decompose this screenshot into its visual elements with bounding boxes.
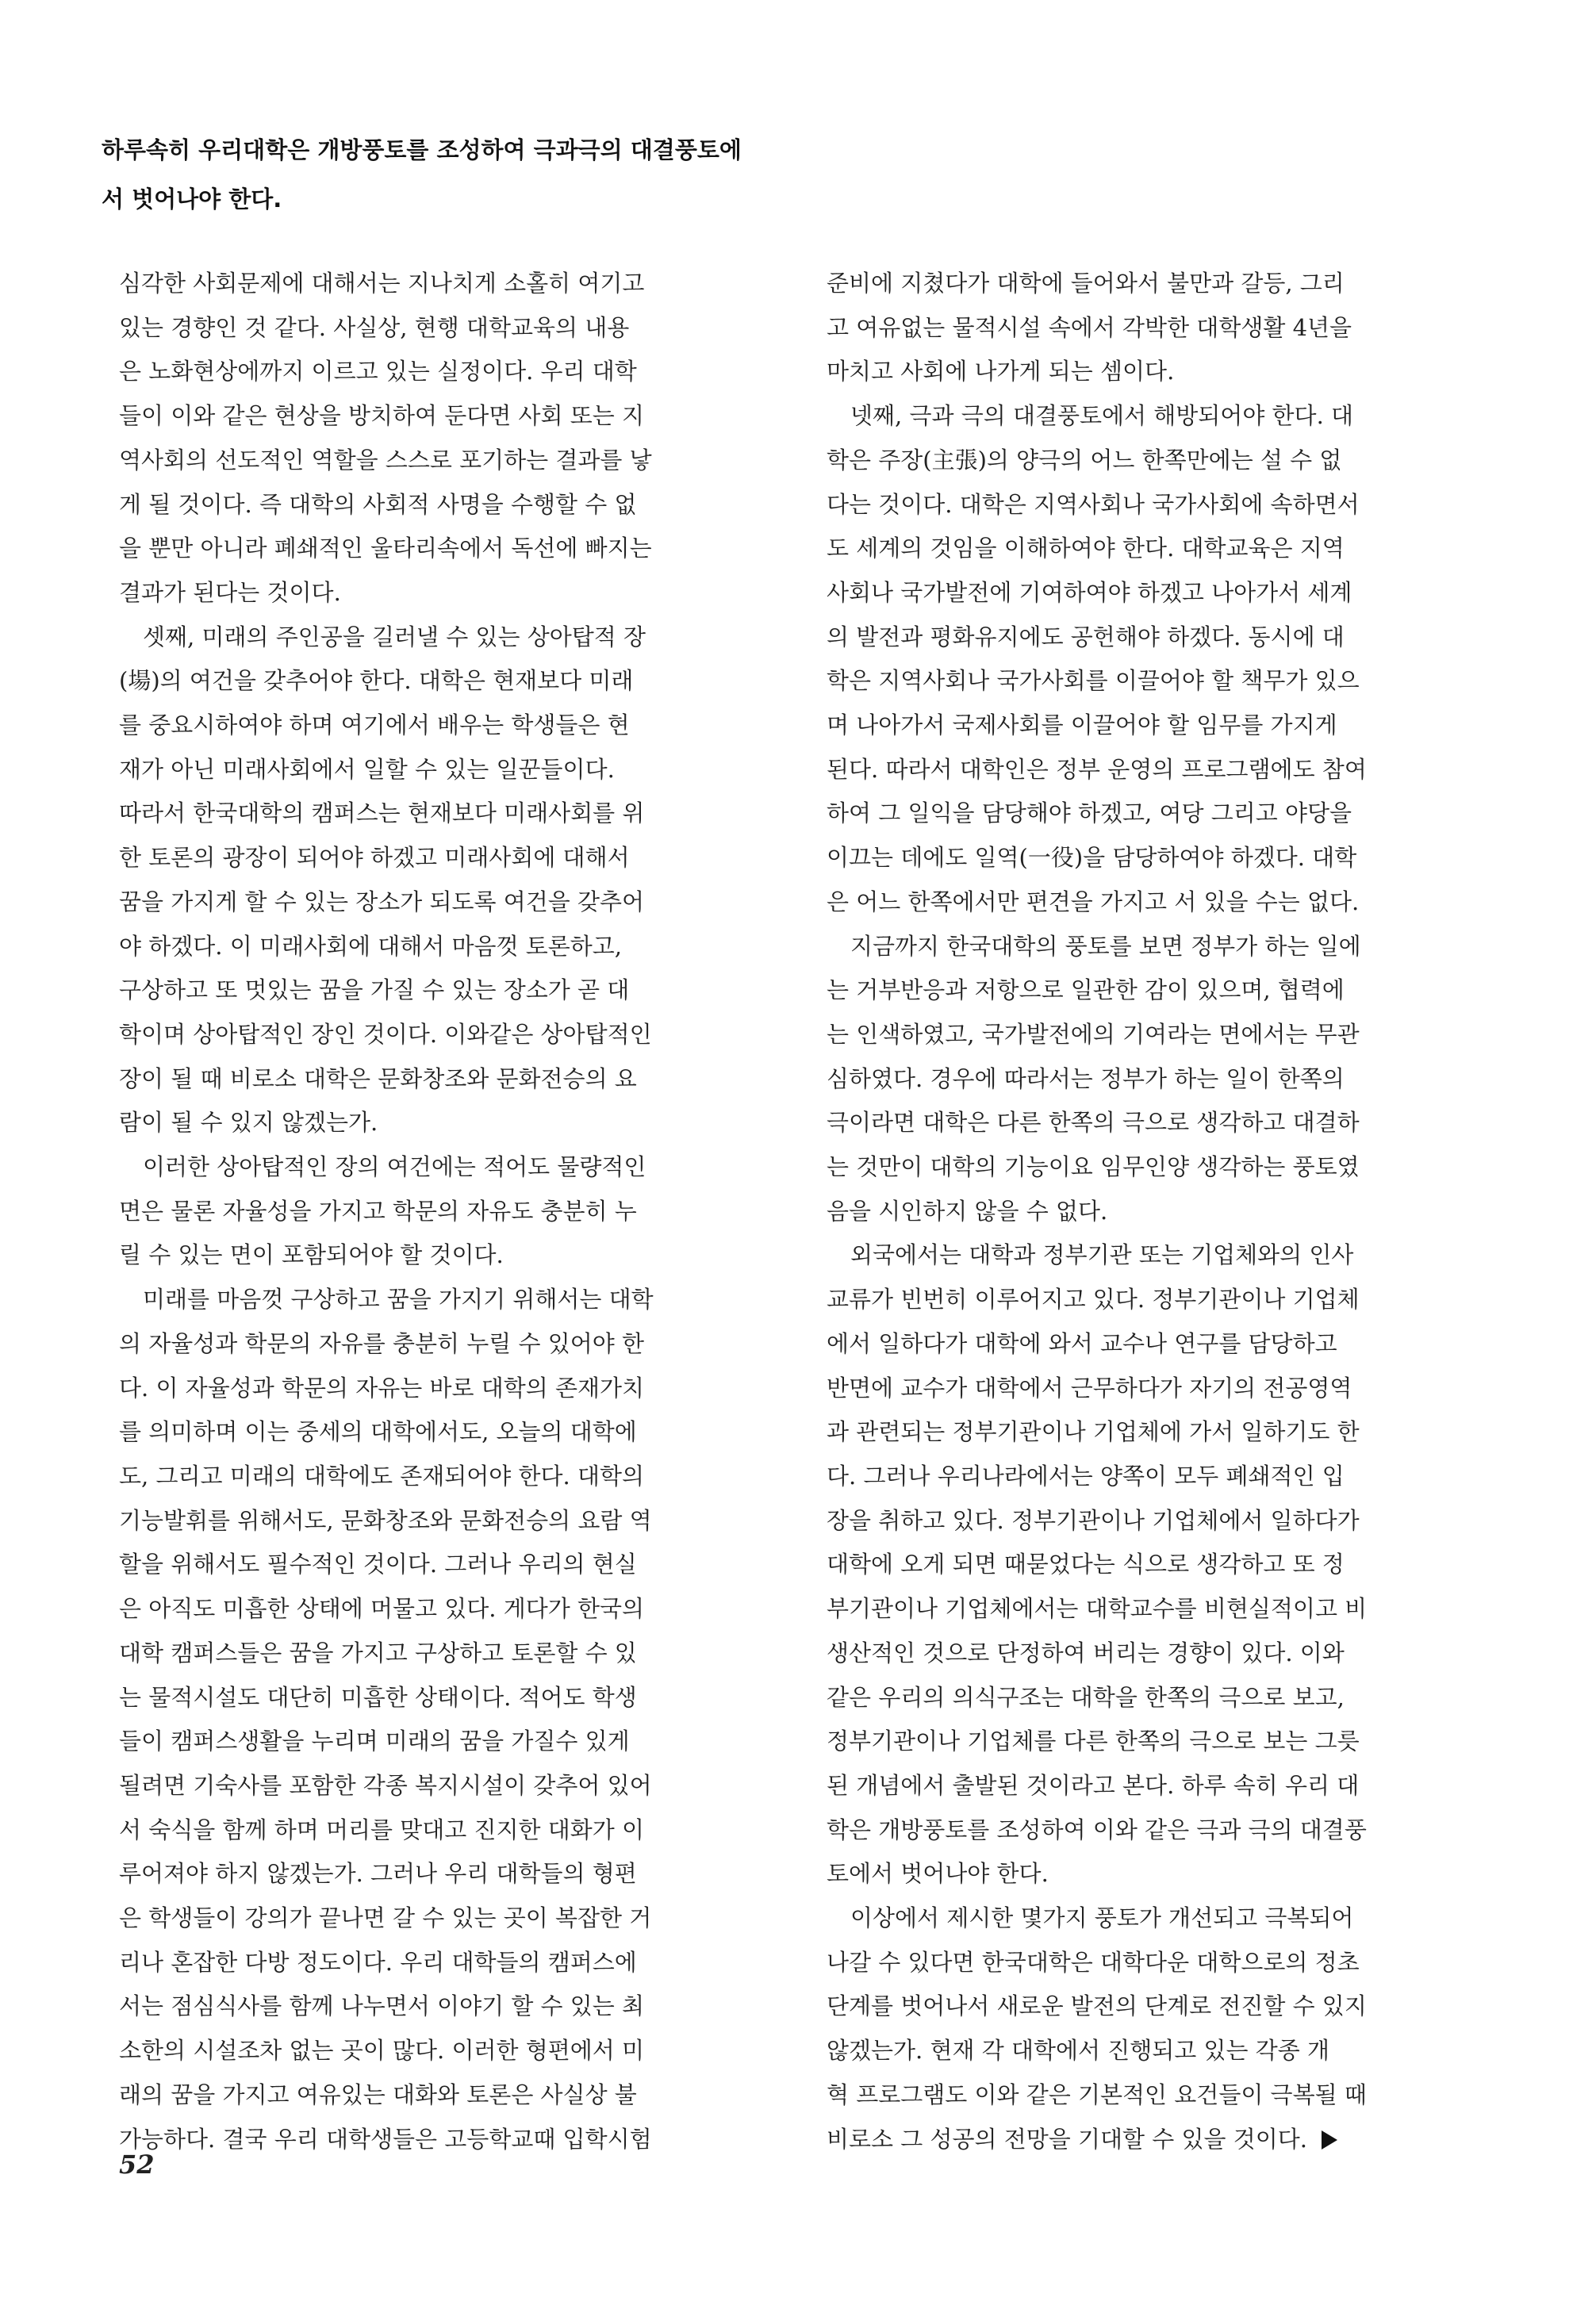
- text-line-content: 역사회의 선도적인 역할을 스스로 포기하는 결과를 낳: [119, 446, 652, 474]
- text-line: [827, 2029, 1490, 2073]
- text-line-content: 미래를 마음껏 구상하고 꿈을 가지기 위해서는 대학: [143, 1286, 654, 1313]
- text-line-content: 도 세계의 것임을 이해하여야 한다. 대학교육은 지역: [827, 535, 1345, 562]
- text-line: [119, 2029, 800, 2073]
- text-line-content: 않겠는가. 현재 각 대학에서 진행되고 있는 각종 개: [827, 2037, 1330, 2065]
- text-line: [119, 2073, 800, 2118]
- text-line-content: 가능하다. 결국 우리 대학생들은 고등학교때 입학시험: [119, 2125, 652, 2153]
- text-line: [827, 968, 1490, 1013]
- triangle-right-icon: [1322, 2130, 1337, 2150]
- text-line: [119, 1278, 800, 1322]
- text-line-content: 넷째, 극과 극의 대결풍토에서 해방되어야 한다. 대: [850, 402, 1354, 430]
- text-line-content: 이러한 상아탑적인 장의 여건에는 적어도 물량적인: [143, 1153, 646, 1181]
- text-line: [827, 1367, 1490, 1411]
- text-line: [827, 1632, 1490, 1676]
- text-line: [827, 1941, 1490, 1985]
- text-line: [119, 1985, 800, 2029]
- text-line-content: 학이며 상아탑적인 장인 것이다. 이와같은 상아탑적인: [119, 1020, 652, 1048]
- text-line-content: 정부기관이나 기업체를 다른 한쪽의 극으로 보는 그릇: [827, 1728, 1360, 1755]
- text-line-content: 외국에서는 대학과 정부기관 또는 기업체와의 인사: [850, 1241, 1354, 1269]
- text-line-content: 는 거부반응과 저항으로 일관한 감이 있으며, 협력에: [827, 976, 1345, 1004]
- text-line: [119, 1587, 800, 1632]
- text-line: [827, 262, 1490, 306]
- text-line: [119, 1632, 800, 1676]
- text-line-content: 극이라면 대학은 다른 한쪽의 극으로 생각하고 대결하: [827, 1109, 1360, 1137]
- text-line-content: 나갈 수 있다면 한국대학은 대학다운 대학으로의 정초: [827, 1948, 1360, 1976]
- text-line: [119, 1101, 800, 1145]
- text-line: [119, 1941, 800, 1985]
- text-line: [827, 1190, 1490, 1234]
- text-line: [827, 1455, 1490, 1499]
- text-line: [827, 925, 1490, 969]
- text-line-content: 될려면 기숙사를 포함한 각종 복지시설이 갖추어 있어: [119, 1771, 652, 1799]
- text-line: [119, 394, 800, 439]
- text-line-content: 구상하고 또 멋있는 꿈을 가질 수 있는 장소가 곧 대: [119, 976, 630, 1004]
- text-line-content: 과 관련되는 정부기관이나 기업체에 가서 일하기도 한: [827, 1418, 1360, 1446]
- text-line-content: 은 아직도 미흡한 상태에 머물고 있다. 게다가 한국의: [119, 1595, 645, 1623]
- text-line: [119, 792, 800, 836]
- text-line: [827, 1101, 1490, 1145]
- text-line-content: 혁 프로그램도 이와 같은 기본적인 요건들이 극복될 때: [827, 2080, 1367, 2108]
- text-line: [827, 350, 1490, 394]
- text-line-content: 게 될 것이다. 즉 대학의 사회적 사명을 수행할 수 없: [119, 490, 637, 518]
- text-line-content: 비로소 그 성공의 전망을 기대할 수 있을 것이다.: [827, 2125, 1308, 2153]
- text-line-content: 다는 것이다. 대학은 지역사회나 국가사회에 속하면서: [827, 490, 1360, 518]
- text-line-content: 는 물적시설도 대단히 미흡한 상태이다. 적어도 학생: [119, 1683, 637, 1711]
- text-line: [119, 1808, 800, 1853]
- text-line: [119, 1233, 800, 1278]
- text-line-content: 도, 그리고 미래의 대학에도 존재되어야 한다. 대학의: [119, 1462, 645, 1490]
- text-line-content: 이상에서 제시한 몇가지 풍토가 개선되고 극복되어: [850, 1904, 1354, 1932]
- text-line-content: 를 중요시하여야 하며 여기에서 배우는 학생들은 현: [119, 711, 630, 739]
- text-line: [827, 2118, 1490, 2162]
- text-line: [119, 659, 800, 704]
- text-line-content: 부기관이나 기업체에서는 대학교수를 비현실적이고 비: [827, 1595, 1368, 1623]
- text-line: [119, 1499, 800, 1544]
- text-line: [119, 1720, 800, 1764]
- text-line-content: 릴 수 있는 면이 포함되어야 할 것이다.: [119, 1241, 504, 1269]
- text-line: [827, 880, 1490, 925]
- text-line: [119, 1410, 800, 1455]
- text-line: [119, 1145, 800, 1190]
- text-line-content: 고 여유없는 물적시설 속에서 각박한 대학생활 4년을: [827, 313, 1352, 341]
- text-line: [119, 262, 800, 306]
- text-line-content: 를 의미하며 이는 중세의 대학에서도, 오늘의 대학에: [119, 1418, 637, 1446]
- text-line-content: 람이 될 수 있지 않겠는가.: [119, 1109, 378, 1137]
- text-line-content: 음을 시인하지 않을 수 없다.: [827, 1197, 1108, 1225]
- text-line-content: 된다. 따라서 대학인은 정부 운영의 프로그램에도 참여: [827, 755, 1367, 783]
- text-line-content: 한 토론의 광장이 되어야 하겠고 미래사회에 대해서: [119, 844, 630, 872]
- text-line-content: 대학에 오게 되면 때묻었다는 식으로 생각하고 또 정: [827, 1551, 1345, 1578]
- text-line: [827, 1896, 1490, 1941]
- text-line-content: 들이 이와 같은 현상을 방치하여 둔다면 사회 또는 지: [119, 402, 645, 430]
- text-line: [119, 439, 800, 483]
- text-line: [119, 968, 800, 1013]
- text-line: [827, 1676, 1490, 1720]
- text-line: [119, 1764, 800, 1808]
- text-line-content: 이끄는 데에도 일역(一役)을 담당하여야 하겠다. 대학: [827, 844, 1357, 872]
- text-line: [119, 527, 800, 571]
- text-line-content: 서는 점심식사를 함께 나누면서 이야기 할 수 있는 최: [119, 1992, 645, 2020]
- text-line: [119, 1322, 800, 1367]
- text-line-content: 다. 이 자율성과 학문의 자유는 바로 대학의 존재가치: [119, 1374, 645, 1402]
- text-line-content: 토에서 벗어나야 한다.: [827, 1860, 1049, 1888]
- text-line: [827, 527, 1490, 571]
- text-line-content: 야 하겠다. 이 미래사회에 대해서 마음껏 토론하고,: [119, 932, 623, 960]
- text-line: [119, 836, 800, 880]
- text-line-content: 는 것만이 대학의 기능이요 임무인양 생각하는 풍토였: [827, 1153, 1360, 1181]
- text-line-content: 루어져야 하지 않겠는가. 그러나 우리 대학들의 형편: [119, 1860, 637, 1888]
- text-line: [119, 616, 800, 660]
- text-line-content: 는 인색하였고, 국가발전에의 기여라는 면에서는 무관: [827, 1020, 1360, 1048]
- text-line: [119, 880, 800, 925]
- text-line: [119, 748, 800, 792]
- text-line-content: 같은 우리의 의식구조는 대학을 한쪽의 극으로 보고,: [827, 1683, 1345, 1711]
- text-line: [119, 1676, 800, 1720]
- page-number: 52: [119, 2150, 155, 2180]
- text-line: [827, 2073, 1490, 2118]
- text-line-content: 서 벗어나야 한다.: [102, 186, 282, 213]
- text-line: [827, 1410, 1490, 1455]
- text-line: [119, 571, 800, 616]
- text-line-content: 장을 취하고 있다. 정부기관이나 기업체에서 일하다가: [827, 1506, 1360, 1534]
- text-line-content: 다. 그러나 우리나라에서는 양쪽이 모두 폐쇄적인 입: [827, 1462, 1345, 1490]
- text-line-content: 셋째, 미래의 주인공을 길러낼 수 있는 상아탑적 장: [143, 623, 646, 650]
- text-line-content: 학은 지역사회나 국가사회를 이끌어야 할 책무가 있으: [827, 667, 1360, 695]
- text-line: [102, 125, 974, 174]
- text-line-content: 결과가 된다는 것이다.: [119, 578, 341, 606]
- text-line: [827, 1013, 1490, 1057]
- text-line: [827, 1233, 1490, 1278]
- text-line: [827, 1057, 1490, 1102]
- text-line: [827, 1543, 1490, 1587]
- text-line-content: 학은 개방풍토를 조성하여 이와 같은 극과 극의 대결풍: [827, 1816, 1367, 1843]
- text-line: [827, 792, 1490, 836]
- text-line-content: 교류가 빈번히 이루어지고 있다. 정부기관이나 기업체: [827, 1286, 1360, 1313]
- left-column: [119, 262, 800, 2161]
- text-line: [119, 1896, 800, 1941]
- text-line: [119, 1013, 800, 1057]
- text-line: [827, 439, 1490, 483]
- text-line: [827, 394, 1490, 439]
- article-headline: [102, 125, 974, 224]
- text-line-content: 심각한 사회문제에 대해서는 지나치게 소홀히 여기고: [119, 270, 645, 297]
- text-line-content: 면은 물론 자율성을 가지고 학문의 자유도 충분히 누: [119, 1197, 637, 1225]
- text-line-content: 의 발전과 평화유지에도 공헌해야 하겠다. 동시에 대: [827, 623, 1345, 650]
- text-line: [827, 616, 1490, 660]
- text-line: [827, 836, 1490, 880]
- text-line-content: 의 자율성과 학문의 자유를 충분히 누릴 수 있어야 한: [119, 1329, 645, 1357]
- text-line: [827, 571, 1490, 616]
- text-line-content: 장이 될 때 비로소 대학은 문화창조와 문화전승의 요: [119, 1064, 637, 1092]
- text-line: [827, 1985, 1490, 2029]
- text-line-content: 꿈을 가지게 할 수 있는 장소가 되도록 여건을 갖추어: [119, 888, 645, 915]
- text-line: [827, 704, 1490, 748]
- text-line-content: 된 개념에서 출발된 것이라고 본다. 하루 속히 우리 대: [827, 1771, 1360, 1799]
- text-line: [119, 483, 800, 527]
- right-column: [827, 262, 1490, 2161]
- text-line-content: 생산적인 것으로 단정하여 버리는 경향이 있다. 이와: [827, 1639, 1345, 1666]
- text-line: [827, 1720, 1490, 1764]
- text-line-content: 리나 혼잡한 다방 정도이다. 우리 대학들의 캠퍼스에: [119, 1948, 637, 1976]
- text-line-content: 반면에 교수가 대학에서 근무하다가 자기의 전공영역: [827, 1374, 1352, 1402]
- text-line-content: 심하였다. 경우에 따라서는 정부가 하는 일이 한쪽의: [827, 1064, 1345, 1092]
- text-line-content: 기능발휘를 위해서도, 문화창조와 문화전승의 요람 역: [119, 1506, 652, 1534]
- text-line-content: 래의 꿈을 가지고 여유있는 대화와 토론은 사실상 불: [119, 2080, 637, 2108]
- text-line: [827, 1145, 1490, 1190]
- text-line: [827, 1587, 1490, 1632]
- text-line-content: 지금까지 한국대학의 풍토를 보면 정부가 하는 일에: [850, 932, 1361, 960]
- text-line: [827, 306, 1490, 351]
- text-line-content: 을 뿐만 아니라 폐쇄적인 울타리속에서 독선에 빠지는: [119, 535, 652, 562]
- text-line-content: 하루속히 우리대학은 개방풍토를 조성하여 극과극의 대결풍토에: [102, 136, 742, 163]
- text-line: [119, 306, 800, 351]
- text-line-content: 에서 일하다가 대학에 와서 교수나 연구를 담당하고: [827, 1329, 1337, 1357]
- text-line: [119, 1190, 800, 1234]
- text-line-content: 소한의 시설조차 없는 곳이 많다. 이러한 형편에서 미: [119, 2037, 645, 2065]
- text-line-content: 은 어느 한쪽에서만 편견을 가지고 서 있을 수는 없다.: [827, 888, 1360, 915]
- text-line: [827, 1499, 1490, 1544]
- text-line-content: 은 학생들이 강의가 끝나면 갈 수 있는 곳이 복잡한 거: [119, 1904, 652, 1932]
- text-line-content: 하여 그 일익을 담당해야 하겠고, 여당 그리고 야당을: [827, 800, 1352, 827]
- text-line-content: 들이 캠퍼스생활을 누리며 미래의 꿈을 가질수 있게: [119, 1728, 630, 1755]
- text-line: [827, 483, 1490, 527]
- text-line-content: 준비에 지쳤다가 대학에 들어와서 불만과 갈등, 그리: [827, 270, 1345, 297]
- text-line: [827, 1322, 1490, 1367]
- text-line-content: 대학 캠퍼스들은 꿈을 가지고 구상하고 토론할 수 있: [119, 1639, 637, 1666]
- text-line-content: 단계를 벗어나서 새로운 발전의 단계로 전진할 수 있지: [827, 1992, 1367, 2020]
- text-line-content: (場)의 여건을 갖추어야 한다. 대학은 현재보다 미래: [119, 667, 634, 695]
- text-line: [119, 1367, 800, 1411]
- text-line: [827, 1852, 1490, 1896]
- text-line: [119, 704, 800, 748]
- text-line-content: 재가 아닌 미래사회에서 일할 수 있는 일꾼들이다.: [119, 755, 615, 783]
- text-line: [119, 925, 800, 969]
- text-line: [119, 2118, 800, 2162]
- text-line: [827, 1278, 1490, 1322]
- text-line-content: 사회나 국가발전에 기여하여야 하겠고 나아가서 세계: [827, 578, 1352, 606]
- text-line-content: 며 나아가서 국제사회를 이끌어야 할 임무를 가지게: [827, 711, 1337, 739]
- text-line-content: 따라서 한국대학의 캠퍼스는 현재보다 미래사회를 위: [119, 800, 645, 827]
- text-line: [119, 1852, 800, 1896]
- text-line-content: 학은 주장(主張)의 양극의 어느 한쪽만에는 설 수 없: [827, 446, 1342, 474]
- text-line-content: 은 노화현상에까지 이르고 있는 실정이다. 우리 대학: [119, 358, 637, 385]
- text-line: [827, 659, 1490, 704]
- text-line: [119, 1057, 800, 1102]
- text-line: [119, 1455, 800, 1499]
- text-line: [827, 748, 1490, 792]
- text-line: [119, 1543, 800, 1587]
- text-line-content: 서 숙식을 함께 하며 머리를 맞대고 진지한 대화가 이: [119, 1816, 645, 1843]
- text-line: [119, 350, 800, 394]
- text-line-content: 마치고 사회에 나가게 되는 셈이다.: [827, 358, 1175, 385]
- text-line: [827, 1808, 1490, 1853]
- text-line-content: 있는 경향인 것 같다. 사실상, 현행 대학교육의 내용: [119, 313, 630, 341]
- text-line: [827, 1764, 1490, 1808]
- text-line-content: 할을 위해서도 필수적인 것이다. 그러나 우리의 현실: [119, 1551, 637, 1578]
- text-line: [102, 174, 974, 224]
